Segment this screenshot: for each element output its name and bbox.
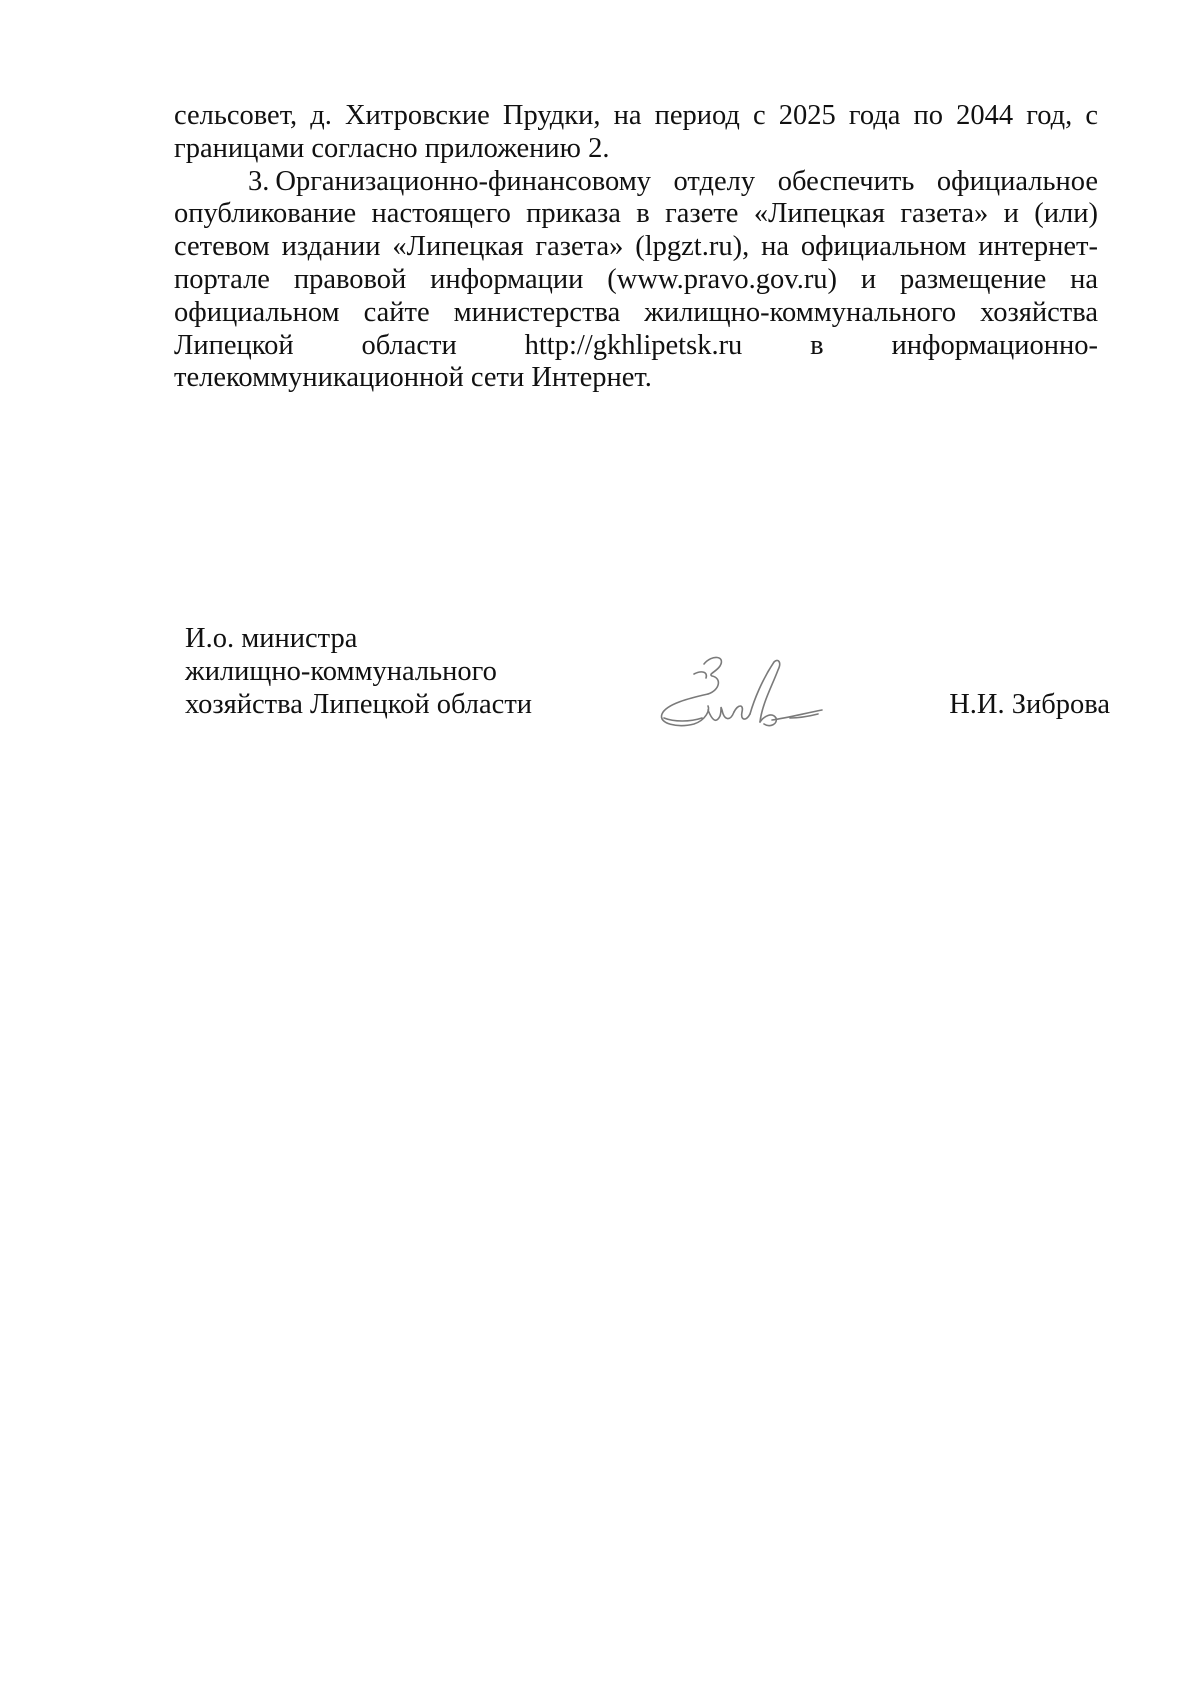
- document-body: [174, 100, 1098, 395]
- handwritten-signature: [650, 648, 830, 748]
- paragraph-item-3: [174, 166, 1098, 396]
- position-line-2: жилищно-коммунального: [185, 656, 497, 687]
- position-line-1: И.о. министра: [185, 623, 358, 654]
- signer-name: Н.И. Зиброва: [949, 689, 1110, 720]
- paragraph-continuation: сельсовет, д. Хитровские Прудки, на период с 2025 года по 2044 год, с границами согласно приложению 2.: [174, 100, 1098, 164]
- signatory-position: [185, 622, 532, 721]
- item-number: 3.: [248, 165, 270, 197]
- item-text: Организационно-финансовому отделу обеспечить официальное опубликование настоящего приказа в газете «Липецкая газета» и (или) сетевом издании «Липецкая газета» (lpgzt.ru), на официальном интернет-портале правовой информации (www.pravo.gov.ru) и размещение на официальном сайте министерства жилищно-коммунального хозяйства Липецкой области http://gkhlipetsk.ru в информационно-телекоммуникационной сети Интернет.: [174, 165, 1098, 394]
- position-line-3: хозяйства Липецкой области: [185, 689, 533, 720]
